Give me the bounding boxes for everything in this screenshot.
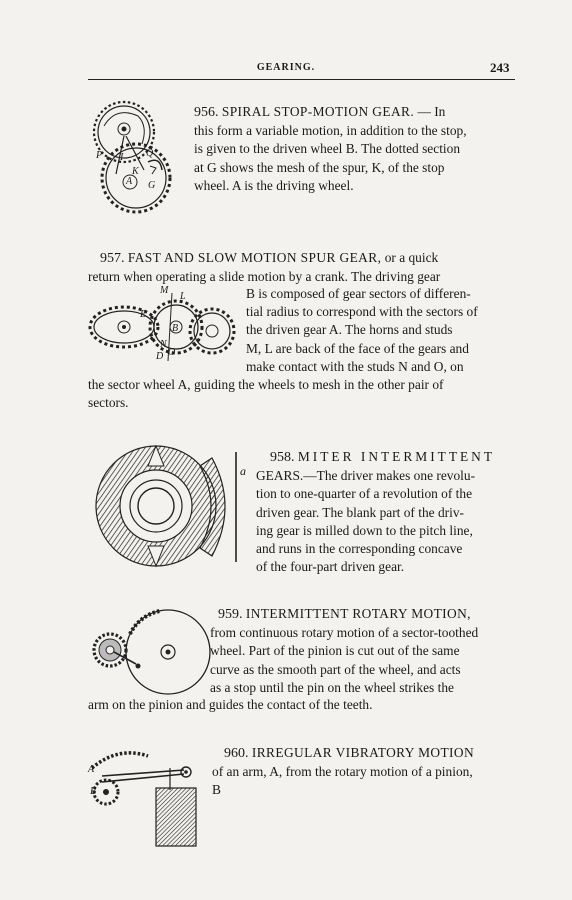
item-957-tail: the sector wheel A, guiding the wheels to mesh in the other pair of sectors. (88, 377, 444, 411)
figure-960-irregular-vibratory-motion (88, 746, 206, 850)
figure-959-intermittent-rotary-motion (88, 604, 212, 700)
running-title: GEARING. (256, 62, 316, 73)
figure-956-label-i: I (120, 152, 124, 163)
item-959-tail: arm on the pinion and guides the contact of the teeth. (88, 697, 373, 712)
figure-956-label-a: A (126, 176, 133, 187)
figure-958-miter-intermittent-gears (88, 438, 248, 576)
figure-960-label-a: A (88, 764, 95, 775)
figure-957-label-m: M (160, 285, 169, 296)
figure-958-label-a: a (240, 464, 246, 478)
figure-957-label-n: N (160, 339, 167, 350)
figure-956-label-g: G (148, 180, 156, 191)
item-957-lead: 957. FAST AND SLOW MOTION SPUR GEAR, or a quick return when operating a slide motion by a crank. The driving gear (88, 250, 441, 285)
page-number: 243 (490, 60, 510, 75)
item-959-heading: 959. INTERMITTENT ROTARY MOTION, (218, 606, 471, 622)
item-956-heading: 956. SPIRAL STOP-MOTION GEAR. — In (194, 104, 446, 120)
item-958-text: 958. MITER INTERMITTENT GEARS.—The driver makes one revolu- tion to one-quarter of a revolution of the driven gear. The blank part of the driv- ing gear is milled down to the pitch line, and runs in the corresponding concave of the four-part driven gear. (256, 449, 496, 575)
figure-956-label-k: K (132, 166, 139, 177)
figure-957-label-b: B (172, 323, 179, 334)
figure-957-label-o: O (168, 347, 176, 358)
item-959-text: 959. INTERMITTENT ROTARY MOTION, from continuous rotary motion of a sector-toothed wheel. Part of the pinion is cut out of the same curve as the smooth part of the wheel, and acts as a stop until the pin on the wheel strikes the (210, 606, 479, 695)
figure-957-label-l: L (180, 291, 186, 302)
figure-956-spiral-stop-motion-gear (86, 96, 186, 216)
item-960-text: 960. IRREGULAR VIBRATORY MOTION of an arm, A, from the rotary motion of a pinion, B (212, 745, 475, 798)
header-rule (88, 79, 515, 80)
item-958-heading: 958. MITER INTERMITTENT (270, 449, 496, 465)
figure-956-label-p: P (96, 150, 103, 161)
item-960-heading: 960. IRREGULAR VIBRATORY MOTION (224, 745, 475, 761)
figure-956-label-q: Q (146, 148, 154, 159)
item-956-text: 956. SPIRAL STOP-MOTION GEAR. — In this form a variable motion, in addition to the stop, is given to the driven wheel B. The dotted section at G shows the mesh of the spur, K, of the stop wheel. A is the driving wheel. (194, 104, 467, 193)
figure-957-label-d: D (156, 351, 164, 362)
figure-960-label-b: B (90, 786, 97, 797)
figure-957-label-e: E (140, 309, 147, 320)
figure-957-fast-slow-spur-gear (88, 285, 236, 371)
item-957-side-text: B is composed of gear sectors of differen- tial radius to correspond with the sectors of the driven gear A. The horns and studs M, L are back of the face of the gears and make contact with the studs N and O, on (246, 286, 478, 374)
